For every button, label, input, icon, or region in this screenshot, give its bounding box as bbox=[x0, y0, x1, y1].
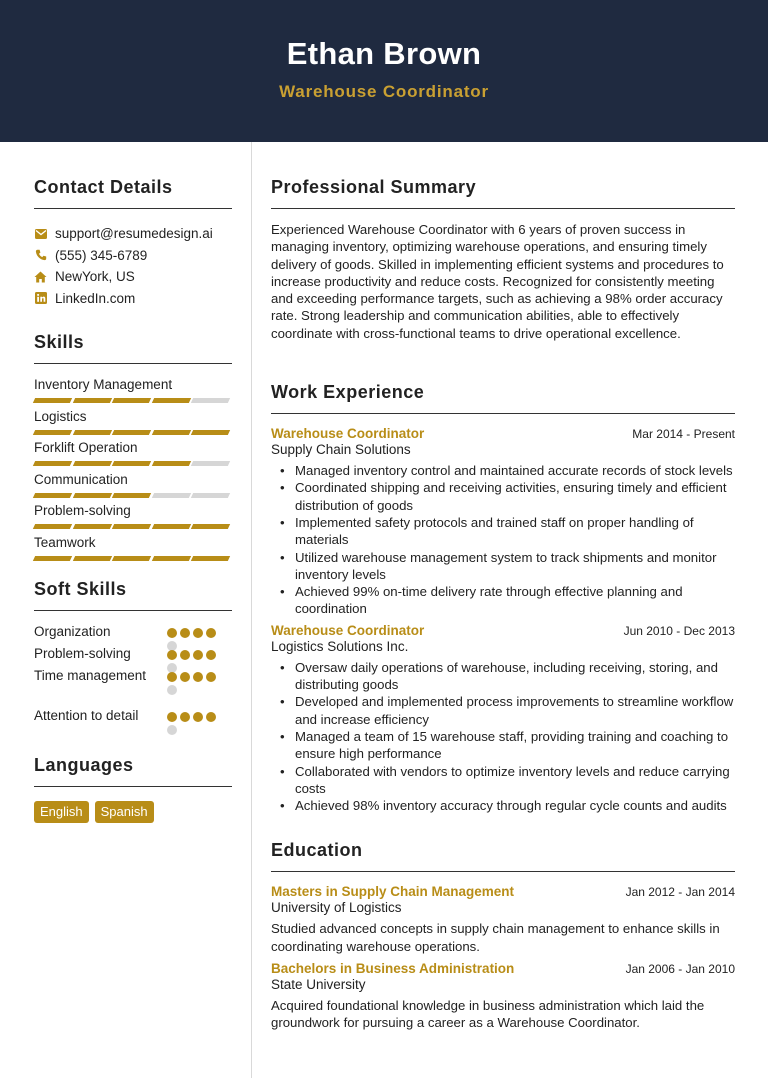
degree-title: Masters in Supply Chain Management bbox=[271, 884, 515, 900]
job-company: Supply Chain Solutions bbox=[271, 442, 411, 458]
contact-location bbox=[34, 266, 232, 288]
job-bullets bbox=[271, 659, 735, 815]
rating-dot bbox=[180, 628, 190, 638]
job-bullet: • Managed a team of 15 warehouse staff, providing training and coaching to ensure high performance bbox=[271, 728, 735, 763]
rating-dot bbox=[206, 672, 216, 682]
contact-email-text: support@resumedesign.ai bbox=[55, 226, 213, 242]
soft-skill-label: Problem-solving bbox=[34, 645, 131, 661]
education-entry bbox=[271, 961, 735, 1032]
school-name: University of Logistics bbox=[271, 900, 402, 916]
skill-level-segment bbox=[33, 430, 72, 435]
soft-skill-item bbox=[34, 707, 232, 729]
skill-level-segment bbox=[33, 461, 72, 466]
language-pill: English bbox=[34, 801, 89, 823]
contact-section bbox=[34, 177, 232, 309]
rating-dot bbox=[193, 650, 203, 660]
skill-level-segment bbox=[152, 493, 191, 498]
phone-icon bbox=[34, 249, 47, 262]
skill-item bbox=[34, 408, 232, 440]
skill-label: Logistics bbox=[34, 408, 87, 424]
skill-level-segment bbox=[72, 493, 111, 498]
skill-level-bar bbox=[34, 493, 232, 498]
skill-level-bar bbox=[34, 461, 232, 466]
column-divider bbox=[251, 142, 252, 1078]
education-section bbox=[271, 840, 735, 1031]
soft-skills-heading: Soft Skills bbox=[34, 578, 127, 599]
skill-level-segment bbox=[72, 430, 111, 435]
skill-level-segment bbox=[191, 430, 230, 435]
soft-skill-item bbox=[34, 667, 232, 707]
skill-level-segment bbox=[191, 524, 230, 529]
skills-heading: Skills bbox=[34, 332, 85, 352]
skill-level-segment bbox=[33, 398, 72, 403]
education-entry bbox=[271, 884, 735, 955]
soft-skill-label: Organization bbox=[34, 623, 111, 639]
skill-level-segment bbox=[112, 493, 151, 498]
skill-level-bar bbox=[34, 556, 232, 561]
degree-title: Bachelors in Business Administration bbox=[271, 961, 515, 977]
job-bullet: • Oversaw daily operations of warehouse, including receiving, storing, and distributing goods bbox=[271, 659, 735, 694]
education-heading: Education bbox=[271, 840, 363, 861]
rating-dot bbox=[193, 712, 203, 722]
job-bullet: • Achieved 98% inventory accuracy through regular cycle counts and audits bbox=[271, 797, 735, 814]
soft-skills-section bbox=[34, 579, 232, 729]
section-rule bbox=[34, 363, 232, 364]
rating-dot bbox=[167, 685, 177, 695]
experience-heading: Work Experience bbox=[271, 382, 425, 403]
degree-dates: Jan 2006 - Jan 2010 bbox=[625, 962, 735, 977]
skill-level-segment bbox=[112, 556, 151, 561]
skill-level-segment bbox=[112, 430, 151, 435]
job-title: Warehouse Coordinator bbox=[271, 426, 425, 442]
skill-level-segment bbox=[33, 524, 72, 529]
skill-level-segment bbox=[33, 493, 72, 498]
section-rule bbox=[34, 610, 232, 611]
rating-dot bbox=[167, 650, 177, 660]
job-bullet: • Managed inventory control and maintained accurate records of stock levels bbox=[271, 462, 735, 479]
rating-dot bbox=[206, 628, 216, 638]
skill-label: Inventory Management bbox=[34, 377, 173, 392]
summary-heading: Professional Summary bbox=[271, 177, 477, 197]
skill-level-segment bbox=[72, 461, 111, 466]
contact-email[interactable] bbox=[34, 223, 232, 245]
job-bullet: • Developed and implemented process improvements to streamline workflow and increase efficiency bbox=[271, 693, 735, 728]
skill-level-segment bbox=[33, 556, 72, 561]
skill-item bbox=[34, 502, 232, 534]
section-rule bbox=[271, 413, 735, 414]
rating-dot bbox=[180, 650, 190, 660]
resume-header bbox=[0, 0, 768, 142]
degree-description: Acquired foundational knowledge in business administration which laid the groundwork for pursuing a career as a Warehouse Coordinator. bbox=[271, 998, 705, 1031]
degree-description: Studied advanced concepts in supply chain management to enhance skills in coordinating warehouse operations. bbox=[271, 921, 720, 954]
skill-label: Problem-solving bbox=[34, 503, 131, 519]
candidate-name: Ethan Brown bbox=[286, 36, 482, 71]
language-pill: Spanish bbox=[95, 801, 154, 823]
contact-linkedin-text: LinkedIn.com bbox=[55, 290, 136, 306]
soft-skill-label: Attention to detail bbox=[34, 707, 139, 723]
school-name: State University bbox=[271, 977, 366, 993]
section-rule bbox=[34, 786, 232, 787]
skill-label: Teamwork bbox=[34, 534, 96, 550]
rating-dot bbox=[180, 712, 190, 722]
rating-dot bbox=[206, 712, 216, 722]
contact-phone[interactable] bbox=[34, 245, 232, 267]
job-entry bbox=[271, 623, 735, 815]
skill-level-segment bbox=[72, 524, 111, 529]
skill-level-bar bbox=[34, 398, 232, 403]
rating-dot bbox=[167, 628, 177, 638]
job-bullets bbox=[271, 462, 735, 618]
skills-section bbox=[34, 332, 232, 566]
home-icon bbox=[34, 270, 47, 283]
experience-section bbox=[271, 382, 735, 814]
skill-level-bar bbox=[34, 524, 232, 529]
skill-level-segment bbox=[72, 556, 111, 561]
rating-dot bbox=[193, 672, 203, 682]
job-dates: Mar 2014 - Present bbox=[632, 427, 735, 442]
envelope-icon bbox=[34, 227, 47, 240]
contact-linkedin[interactable] bbox=[34, 288, 232, 310]
skill-level-segment bbox=[191, 556, 230, 561]
job-bullet: • Implemented safety protocols and trained staff on proper handling of materials bbox=[271, 514, 735, 549]
summary-section bbox=[271, 177, 735, 342]
rating-dot bbox=[180, 672, 190, 682]
skill-level-segment bbox=[72, 398, 111, 403]
job-title: Warehouse Coordinator bbox=[271, 622, 425, 638]
rating-dot bbox=[167, 712, 177, 722]
degree-dates: Jan 2012 - Jan 2014 bbox=[625, 885, 735, 900]
rating-dot bbox=[206, 650, 216, 660]
job-bullet: • Coordinated shipping and receiving activities, ensuring timely and efficient distribution of goods bbox=[271, 479, 735, 514]
skill-level-segment bbox=[152, 556, 191, 561]
skill-level-segment bbox=[152, 398, 191, 403]
skill-level-segment bbox=[191, 493, 230, 498]
job-entry bbox=[271, 426, 735, 618]
skill-level-segment bbox=[152, 524, 191, 529]
skill-item bbox=[34, 471, 232, 503]
summary-text: Experienced Warehouse Coordinator with 6 years of proven success in managing inventory, optimizing warehouse operations, and ensuring timely delivery of goods. Skilled in implementing efficient systems and procedures to increase productivity and reduce costs. Recognized for consistently meeting and exceeding performance targets, such as achieving a 98% order accuracy rate. Strong leadership and communication abilities, able to effectively coordinate with cross-functional teams to drive operational excellence. bbox=[271, 222, 724, 341]
contact-heading: Contact Details bbox=[34, 177, 173, 197]
contact-location-text: NewYork, US bbox=[55, 269, 135, 285]
languages-section bbox=[34, 755, 232, 823]
skill-level-segment bbox=[112, 398, 151, 403]
rating-dot bbox=[167, 725, 177, 735]
rating-dot bbox=[167, 672, 177, 682]
skill-item bbox=[34, 534, 232, 566]
contact-phone-text: (555) 345-6789 bbox=[55, 247, 148, 263]
skill-item bbox=[34, 376, 232, 408]
section-rule bbox=[34, 208, 232, 209]
job-bullet: • Achieved 99% on-time delivery rate through effective planning and coordination bbox=[271, 583, 735, 618]
skill-level-segment bbox=[152, 430, 191, 435]
skill-level-bar bbox=[34, 430, 232, 435]
skill-item bbox=[34, 439, 232, 471]
skill-level-segment bbox=[152, 461, 191, 466]
job-dates: Jun 2010 - Dec 2013 bbox=[623, 623, 735, 638]
skill-level-segment bbox=[112, 524, 151, 529]
right-column bbox=[271, 142, 735, 1032]
skill-level-segment bbox=[191, 398, 230, 403]
skill-label: Communication bbox=[34, 471, 128, 487]
languages-heading: Languages bbox=[34, 754, 134, 775]
soft-skill-label: Time management bbox=[34, 667, 147, 683]
linkedin-icon bbox=[34, 292, 47, 305]
candidate-title: Warehouse Coordinator bbox=[279, 82, 489, 101]
job-bullet: • Collaborated with vendors to optimize inventory levels and reduce carrying costs bbox=[271, 763, 735, 798]
section-rule bbox=[271, 208, 735, 209]
skill-level-segment bbox=[112, 461, 151, 466]
soft-skill-item bbox=[34, 623, 232, 645]
left-column bbox=[34, 142, 232, 823]
soft-skill-item bbox=[34, 645, 232, 667]
job-bullet: • Utilized warehouse management system to track shipments and monitor inventory levels bbox=[271, 549, 735, 584]
job-company: Logistics Solutions Inc. bbox=[271, 638, 409, 654]
skill-level-segment bbox=[191, 461, 230, 466]
section-rule bbox=[271, 871, 735, 872]
skill-label: Forklift Operation bbox=[34, 440, 138, 456]
rating-dot bbox=[193, 628, 203, 638]
